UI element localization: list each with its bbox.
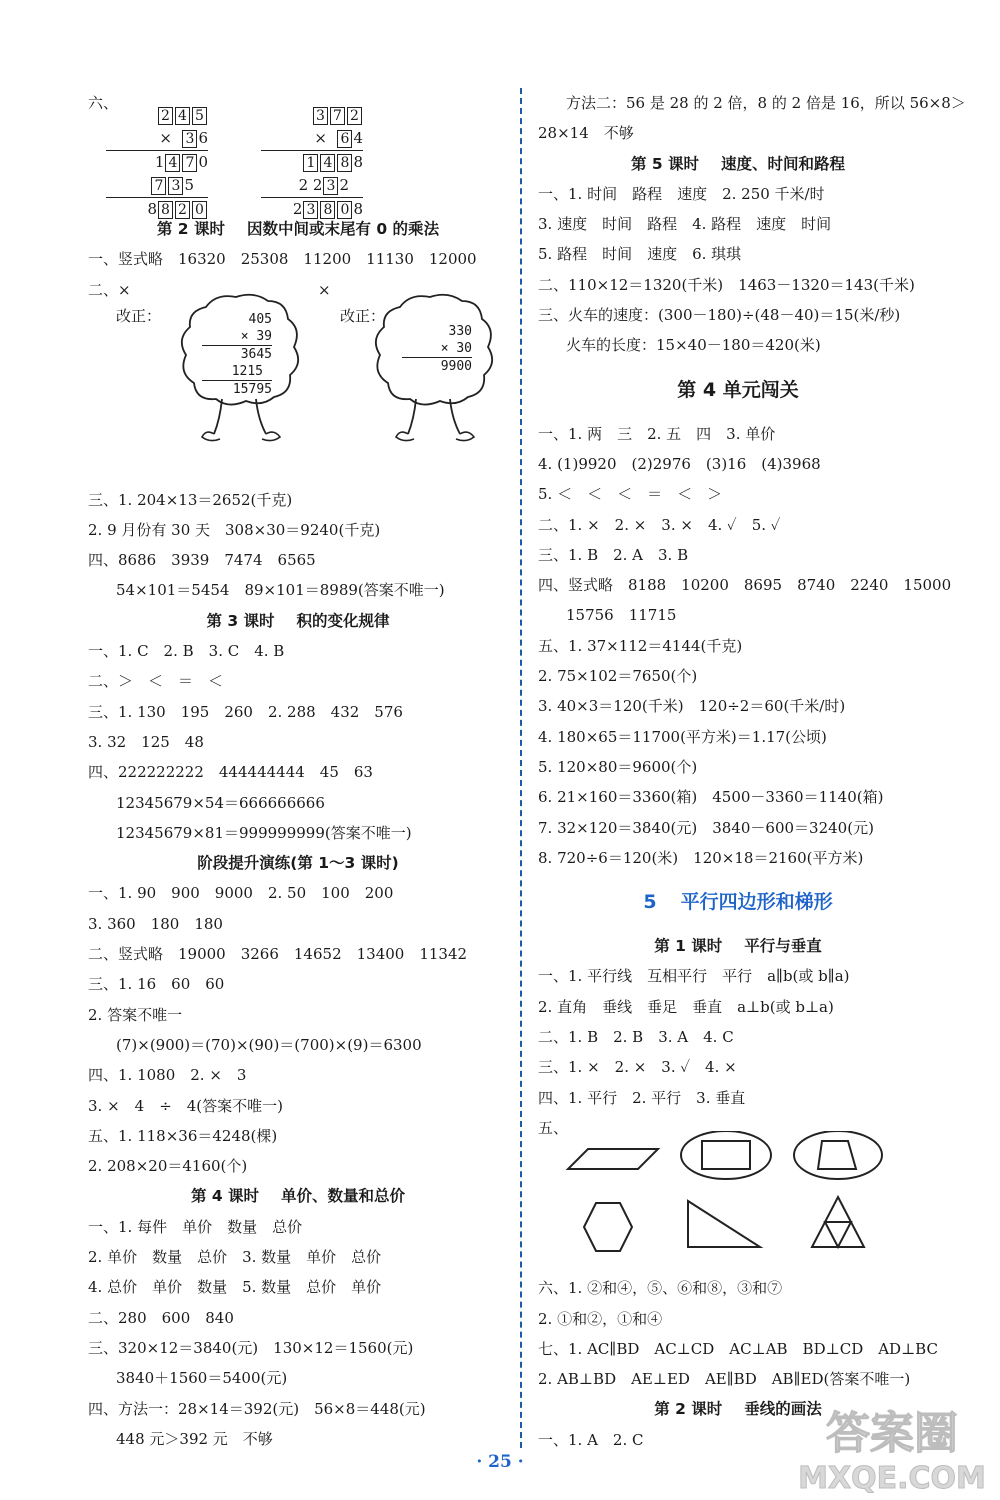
right-column: [538, 88, 966, 1455]
answer-line: 2. 答案不唯一: [88, 1005, 183, 1024]
tree-diagram-1: [176, 289, 306, 459]
answer-line: 一、1. C 2. B 3. C 4. B: [88, 642, 285, 661]
inner-triangle-shape: [825, 1222, 851, 1247]
answer-line: 一、竖式略 16320 25308 11200 11130 12000: [88, 250, 477, 269]
answer-line: 15756 11715: [566, 606, 677, 625]
answer-line: 四、1. 1080 2. × 3: [88, 1066, 247, 1085]
answer-line: 6. 21×160＝3360(箱) 4500－3360＝1140(箱): [538, 788, 884, 807]
answer-line: 七、1. AC∥BD AC⊥CD AC⊥AB BD⊥CD AD⊥BC: [538, 1339, 938, 1358]
chapter5-lesson2-heading: 第 2 课时 垂线的画法: [654, 1400, 822, 1419]
answer-line: 三、1. × 2. × 3. ✓ 4. ×: [538, 1058, 737, 1077]
calc-row: 330: [448, 323, 472, 339]
calc-row: 405: [248, 311, 272, 327]
answer-line: 二、110×12＝1320(千米) 1463－1320＝143(千米): [538, 275, 915, 294]
answer-line: 54×101＝5454 89×101＝8989(答案不唯一): [116, 581, 445, 600]
answer-line: (7)×(900)＝(70)×(90)＝(700)×(9)＝6300: [116, 1035, 422, 1054]
answer-line: 12345679×54＝666666666: [116, 793, 325, 812]
calc-row: × 39: [240, 328, 272, 344]
answer-line: 五、1. 118×36＝4248(棵): [88, 1126, 278, 1145]
calc-row: 1215: [231, 363, 263, 379]
tree-diagram-2: [370, 289, 500, 459]
answer-line: 8. 720÷6＝120(米) 120×18＝2160(平方米): [538, 848, 864, 867]
answer-line: 2. 单价 数量 总价 3. 数量 单价 总价: [88, 1248, 382, 1267]
answer-line: 5. ＜ ＜ ＜ ＝ ＜ ＞: [538, 485, 723, 504]
svg-text:答案圈: 答案圈: [826, 1408, 958, 1459]
lesson3-heading: 第 3 课时 积的变化规律: [206, 611, 390, 630]
answer-line: 4. 总价 单价 数量 5. 数量 总价 单价: [88, 1278, 382, 1297]
answer-line: 3840＋1560＝5400(元): [116, 1369, 288, 1388]
answer-line: 一、1. 90 900 9000 2. 50 100 200: [88, 884, 394, 903]
vertical-calc-1: 2 4 5 × 3 6 1 4 7 0 7 3 5 8 8 2 0: [98, 104, 208, 221]
answer-line: 五、: [538, 1118, 569, 1137]
answer-line: 方法二：56 是 28 的 2 倍，8 的 2 倍是 16，所以 56×8＞: [566, 94, 966, 112]
answer-line: 2. 直角 垂线 垂足 垂直 a⊥b(或 b⊥a): [538, 997, 834, 1016]
answer-line: 四、222222222 444444444 45 63: [88, 763, 373, 782]
vertical-calc-2: 3 7 2 × 6 4 1 4 8 8 2 2 3 2 2 3 8 0 8: [253, 104, 363, 221]
answer-line: 三、320×12＝3840(元) 130×12＝1560(元): [88, 1338, 414, 1357]
answer-line: 火车的长度：15×40－180＝420(米): [566, 336, 821, 355]
parallelogram-shape: [568, 1149, 658, 1169]
column-divider: [520, 88, 522, 1448]
answer-line: 四、竖式略 8188 10200 8695 8740 2240 15000: [538, 576, 952, 595]
answer-line: 3. × 4 ÷ 4(答案不唯一): [88, 1096, 284, 1115]
answer-line: 二、1. B 2. B 3. A 4. C: [538, 1028, 734, 1047]
watermark-logo-icon: [790, 1400, 995, 1495]
lesson4-heading: 第 4 课时 单价、数量和总价: [190, 1187, 406, 1206]
answer-line: 448 元＞392 元 不够: [116, 1429, 273, 1448]
ellipse-shape: [681, 1131, 771, 1179]
answer-line: 二、＞ ＜ ＝ ＜: [88, 672, 224, 691]
answer-line: 2. 208×20＝4160(个): [88, 1157, 248, 1176]
answer-line: 4. (1)9920 (2)2976 (3)16 (4)3968: [538, 454, 821, 473]
correction-label: 改正：: [340, 306, 386, 325]
lesson5-heading: 第 5 课时 速度、时间和路程: [630, 154, 846, 173]
chapter5-heading: 5 平行四边形和梯形: [643, 891, 833, 914]
answer-line: 2. AB⊥BD AE⊥ED AE∥BD AB∥ED(答案不唯一): [538, 1370, 911, 1389]
answer-line: 3. 360 180 180: [88, 914, 223, 933]
answer-line: 一、1. 时间 路程 速度 2. 250 千米/时: [538, 184, 825, 203]
answer-line: 2. 9 月份有 30 天 308×30＝9240(千克): [88, 520, 381, 539]
answer-line: 二、1. × 2. × 3. × 4. ✓ 5. ✓: [538, 515, 781, 534]
right-triangle-shape: [688, 1201, 760, 1247]
vertical-calculations: [88, 88, 508, 218]
answer-line: 二、竖式略 19000 3266 14652 13400 11342: [88, 945, 468, 964]
answer-line: 3. 40×3＝120(千米) 120÷2＝60(千米/时): [538, 697, 846, 716]
answer-line: 3. 32 125 48: [88, 732, 204, 751]
answer-line: 4. 180×65＝11700(平方米)＝1.17(公顷): [538, 727, 827, 746]
q6-label: 六、: [88, 94, 119, 112]
calc-row: 3645: [240, 346, 272, 362]
answer-line: 一、1. A 2. C: [538, 1430, 644, 1449]
svg-text:MXQE.COM: MXQE.COM: [798, 1461, 986, 1495]
answer-line: ×: [318, 280, 331, 299]
answer-line: 一、1. 两 三 2. 五 四 3. 单价: [538, 424, 776, 443]
answer-line: 三、1. 16 60 60: [88, 975, 225, 994]
answer-line: 3. 速度 时间 路程 4. 路程 速度 时间: [538, 215, 832, 234]
answer-line: 一、1. 平行线 互相平行 平行 a∥b(或 b∥a): [538, 967, 850, 986]
answer-line: 四、8686 3939 7474 6565: [88, 551, 316, 570]
answer-line: 12345679×81＝999999999(答案不唯一): [116, 823, 412, 842]
answer-line: 三、火车的速度：(300－180)÷(48－40)＝15(米/秒): [538, 306, 901, 325]
trapezoid-shape: [818, 1141, 856, 1169]
hexagon-shape: [584, 1203, 632, 1251]
answer-line: 四、1. 平行 2. 平行 3. 垂直: [538, 1088, 746, 1107]
chapter5-lesson1-heading: 第 1 课时 平行与垂直: [654, 937, 822, 956]
page-number: · 25 ·: [476, 1452, 524, 1472]
lesson2-heading: 第 2 课时 因数中间或末尾有 0 的乘法: [156, 220, 440, 238]
shape-figures: [538, 1143, 938, 1273]
shapes-drawing: [538, 1131, 938, 1261]
answer-line: 五、1. 37×112＝4144(千克): [538, 636, 743, 655]
correction-label: 改正：: [116, 306, 162, 325]
unit4-heading: 第 4 单元闯关: [677, 378, 799, 401]
ellipse-shape: [794, 1131, 882, 1179]
answer-line: 三、1. B 2. A 3. B: [538, 545, 689, 564]
answer-line: 四、方法一：28×14＝392(元) 56×8＝448(元): [88, 1399, 426, 1418]
correction-diagrams: [88, 275, 508, 485]
answer-line: 三、1. 130 195 260 2. 288 432 576: [88, 702, 403, 721]
answer-line: 7. 32×120＝3840(元) 3840－600＝3240(元): [538, 818, 874, 837]
rectangle-shape: [702, 1141, 750, 1169]
answer-line: 六、1. ②和④，⑤、⑥和⑧，③和⑦: [538, 1279, 783, 1298]
answer-line: 三、1. 204×13＝2652(千克): [88, 490, 293, 509]
left-column: [88, 88, 508, 1454]
stage-practice-heading: 阶段提升演练(第 1～3 课时): [197, 854, 399, 873]
answer-line: 5. 路程 时间 速度 6. 琪琪: [538, 245, 742, 264]
answer-line: 5. 120×80＝9600(个): [538, 757, 698, 776]
answer-line: 28×14 不够: [538, 124, 634, 143]
answer-line: 2. 75×102＝7650(个): [538, 667, 698, 686]
answer-line: 二、×: [88, 280, 131, 299]
calc-row: × 30: [440, 340, 472, 356]
answer-line: 2. ①和②，①和④: [538, 1309, 663, 1328]
calc-row: 15795: [232, 381, 272, 397]
calc-row: 9900: [440, 358, 472, 374]
answer-line: 一、1. 每件 单价 数量 总价: [88, 1217, 303, 1236]
answer-line: 二、280 600 840: [88, 1308, 234, 1327]
